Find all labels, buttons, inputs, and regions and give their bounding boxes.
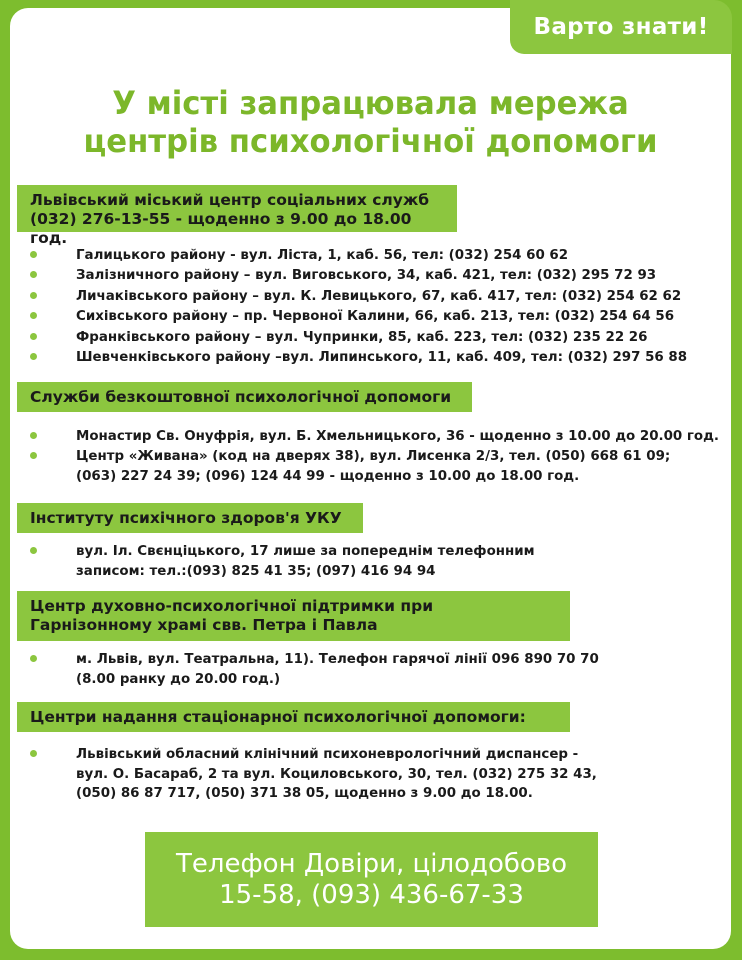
section-header-free-help <box>17 382 472 412</box>
bullet-icon <box>30 547 37 554</box>
hotline-banner <box>145 832 598 927</box>
tag-badge: Варто знати! <box>510 0 732 54</box>
hotline-numbers: 15-58, (093) 436-67-33 <box>219 879 524 910</box>
list-item: Монастир Св. Онуфрія, вул. Б. Хмельницького, 36 - щоденно з 10.00 до 20.00 год. <box>30 427 718 447</box>
section-header-city-center <box>17 185 457 247</box>
list-item: Галицького району - вул. Ліста, 1, каб. 56, тел: (032) 254 60 62 <box>30 246 718 266</box>
section-title-line: Центри надання стаціонарної психологічної допомоги: <box>30 708 526 726</box>
bullet-icon <box>30 292 37 299</box>
list-item: Шевченківського району –вул. Липинського, 11, каб. 409, тел: (032) 297 56 88 <box>30 348 718 368</box>
hotline-title: Телефон Довіри, цілодобово <box>175 848 568 879</box>
bullet-icon <box>30 271 37 278</box>
section-title-line: (032) 276-13-55 - щоденно з 9.00 до 18.00 год. <box>30 210 412 247</box>
list-item: Центр «Живана» (код на дверях 38), вул. Лисенка 2/3, тел. (050) 668 61 09; (063) 227 24 39; (096) 124 44 99 - щоденно з 10.00 до 18.00 год. <box>30 447 682 486</box>
section-header-uku <box>17 503 363 533</box>
section-title-line: Львівський міський центр соціальних служб <box>30 191 430 209</box>
bullet-icon <box>30 432 37 439</box>
headline-line-1: У місті запрацювала мережа <box>112 84 629 122</box>
section-title-line: Служби безкоштовної психологічної допомоги <box>30 388 452 406</box>
section-title-line: Центр духовно-психологічної підтримки при <box>30 597 434 615</box>
list-item: вул. Іл. Свєнціцького, 17 лише за попереднім телефонним записом: тел.:(093) 825 41 35; (097) 416 94 94 <box>30 542 582 581</box>
section-header-inpatient <box>17 702 570 732</box>
bullet-icon <box>30 312 37 319</box>
bullet-icon <box>30 452 37 459</box>
bullet-icon <box>30 353 37 360</box>
list-item: м. Львів, вул. Театральна, 11). Телефон гарячої лінії 096 890 70 70 (8.00 ранку до 20.00 год.) <box>30 650 632 689</box>
list-item: Личаківського району – вул. К. Левицького, 67, каб. 417, тел: (032) 254 62 62 <box>30 287 718 307</box>
bullet-icon <box>30 655 37 662</box>
section-title-line: Інституту психічного здоров'я УКУ <box>30 509 342 527</box>
headline-line-2: центрів психологічної допомоги <box>83 122 658 160</box>
section-header-spiritual-center <box>17 591 570 641</box>
bullet-icon <box>30 333 37 340</box>
list-item: Львівський обласний клінічний психоневрологічний диспансер - вул. О. Басараб, 2 та вул. Коциловського, 30, тел. (032) 275 32 43, (050) 86 87 717, (050) 371 38 05, щоденно з 9.00 до 18.00. <box>30 745 612 804</box>
bullet-icon <box>30 251 37 258</box>
list-item: Сихівського району – пр. Червоної Калини, 66, каб. 213, тел: (032) 254 64 56 <box>30 307 718 327</box>
list-item: Залізничного району – вул. Виговського, 34, каб. 421, тел: (032) 295 72 93 <box>30 266 718 286</box>
list-item: Франківського району – вул. Чупринки, 85, каб. 223, тел: (032) 235 22 26 <box>30 328 718 348</box>
section-title-line: Гарнізонному храмі свв. Петра і Павла <box>30 616 378 634</box>
bullet-icon <box>30 750 37 757</box>
